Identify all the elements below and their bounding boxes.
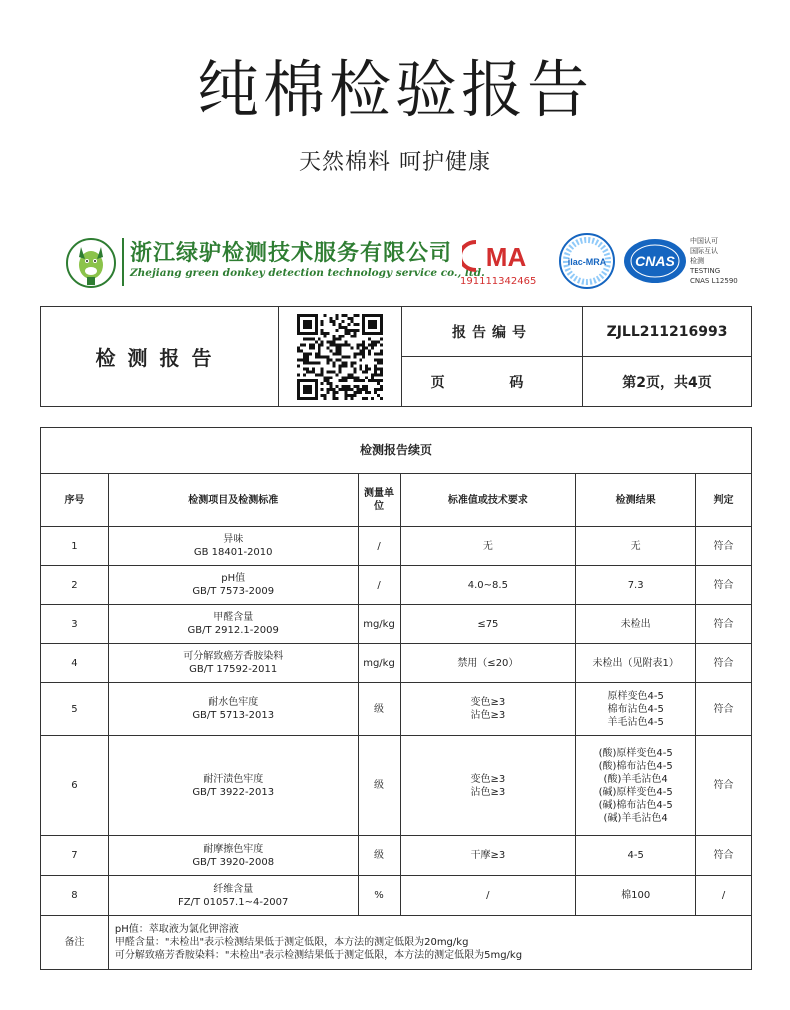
report-no-value: ZJLL211216993 bbox=[583, 307, 752, 357]
row-unit-line: mg/kg bbox=[363, 657, 395, 669]
row-verdict bbox=[696, 527, 752, 566]
page-value: 第2页，共4页 bbox=[583, 357, 752, 407]
col-header-no: 序号 bbox=[41, 474, 109, 527]
row-result bbox=[576, 683, 696, 736]
qr-code-icon bbox=[297, 314, 383, 400]
row-item bbox=[108, 683, 358, 736]
logo-row bbox=[50, 232, 750, 292]
row-verdict bbox=[696, 605, 752, 644]
row-verdict bbox=[696, 736, 752, 836]
row-verdict-line: 符合 bbox=[713, 780, 734, 791]
row-no bbox=[41, 736, 109, 836]
row-result-line: 无 bbox=[630, 540, 641, 552]
report-heading: 检测报告 bbox=[41, 307, 279, 407]
row-no-line: 7 bbox=[71, 850, 78, 861]
row-result-line: 未检出（见附表1） bbox=[592, 657, 679, 669]
row-item-line: 耐水色牢度 bbox=[208, 697, 259, 708]
row-no bbox=[41, 527, 109, 566]
row-result bbox=[576, 605, 696, 644]
report-header-table bbox=[40, 306, 752, 407]
row-verdict bbox=[696, 644, 752, 683]
row-verdict-line: 符合 bbox=[713, 579, 734, 591]
row-verdict bbox=[696, 683, 752, 736]
row-req bbox=[400, 683, 576, 736]
row-no-line: 3 bbox=[71, 618, 78, 630]
row-result-line: 未检出 bbox=[620, 618, 651, 630]
row-no-line: 8 bbox=[71, 890, 78, 901]
note-line: 甲醛含量："未检出"表示检测结果低于测定低限，本方法的测定低限为20mg/kg bbox=[114, 937, 469, 948]
row-item-line: FZ/T 01057.1~4-2007 bbox=[177, 896, 289, 908]
cma-logo-icon bbox=[462, 238, 538, 274]
row-verdict-line: 符合 bbox=[713, 618, 734, 630]
cma-text: MA bbox=[485, 242, 527, 272]
row-result-line: 棉100 bbox=[621, 890, 651, 901]
row-result-line: (酸)原样变色4-5 bbox=[598, 747, 673, 759]
col-header-unit: 测量单位 bbox=[358, 474, 400, 527]
row-item bbox=[108, 605, 358, 644]
row-no bbox=[41, 876, 109, 916]
table-row bbox=[41, 876, 752, 916]
row-verdict bbox=[696, 876, 752, 916]
donkey-logo-icon bbox=[65, 237, 117, 289]
company-name-en: Zhejiang green donkey detection technology service co., ltd. bbox=[130, 267, 485, 279]
row-verdict bbox=[696, 836, 752, 876]
row-item-line: 耐汗渍色牢度 bbox=[203, 773, 264, 785]
row-item-line: GB/T 3920-2008 bbox=[192, 856, 275, 868]
row-item-line: pH值 bbox=[221, 573, 246, 584]
row-result-line: 7.3 bbox=[627, 579, 644, 591]
row-req-line: ≤75 bbox=[477, 618, 499, 630]
row-unit bbox=[358, 736, 400, 836]
row-result bbox=[576, 527, 696, 566]
row-result-line: (酸)羊毛沾色4 bbox=[603, 773, 668, 785]
row-req-line: 变色≥3 bbox=[470, 773, 506, 785]
row-item bbox=[108, 736, 358, 836]
row-unit-line: 级 bbox=[374, 703, 384, 715]
row-item-line: GB/T 3922-2013 bbox=[192, 786, 275, 798]
row-item bbox=[108, 836, 358, 876]
table-row bbox=[41, 644, 752, 683]
row-result-line: (碱)原样变色4-5 bbox=[598, 786, 673, 798]
note-line: pH值：萃取液为氯化钾溶液 bbox=[114, 924, 239, 935]
row-verdict-line: / bbox=[721, 890, 726, 901]
row-result-line: (碱)棉布沾色4-5 bbox=[598, 799, 673, 811]
row-req bbox=[400, 527, 576, 566]
table-row bbox=[41, 527, 752, 566]
col-header-result: 检测结果 bbox=[576, 474, 696, 527]
cnas-side-text bbox=[690, 236, 750, 286]
row-req-line: 干摩≥3 bbox=[470, 850, 506, 861]
row-req bbox=[400, 644, 576, 683]
cnas-line: 检测 bbox=[690, 257, 704, 265]
row-verdict-line: 符合 bbox=[713, 850, 734, 861]
notes-cell bbox=[108, 916, 751, 970]
table-row bbox=[41, 836, 752, 876]
row-result-line: 原样变色4-5 bbox=[607, 690, 664, 702]
row-item-line: 异味 bbox=[223, 534, 244, 545]
report-no-label: 报告编号 bbox=[402, 307, 583, 357]
row-no bbox=[41, 836, 109, 876]
row-req bbox=[400, 566, 576, 605]
row-unit bbox=[358, 527, 400, 566]
row-req-line: 沾色≥3 bbox=[470, 786, 506, 798]
row-result-line: 羊毛沾色4-5 bbox=[607, 716, 664, 728]
row-verdict-line: 符合 bbox=[713, 540, 734, 552]
notes-label: 备注 bbox=[41, 916, 109, 970]
row-req-line: 变色≥3 bbox=[470, 697, 506, 708]
row-item bbox=[108, 876, 358, 916]
row-unit bbox=[358, 566, 400, 605]
row-unit-line: / bbox=[377, 540, 381, 552]
row-item-line: GB 18401-2010 bbox=[193, 547, 273, 558]
row-result-line: 4-5 bbox=[627, 850, 644, 861]
row-result-line: (酸)棉布沾色4-5 bbox=[598, 760, 673, 772]
row-no-line: 6 bbox=[71, 780, 78, 791]
row-item-line: 耐摩擦色牢度 bbox=[203, 843, 264, 855]
col-header-req: 标准值或技术要求 bbox=[400, 474, 576, 527]
table-row bbox=[41, 605, 752, 644]
row-unit bbox=[358, 644, 400, 683]
cma-number: 191111342465 bbox=[460, 276, 537, 287]
logo-divider bbox=[122, 238, 124, 286]
row-no-line: 2 bbox=[71, 579, 78, 591]
row-no bbox=[41, 605, 109, 644]
row-no-line: 1 bbox=[71, 540, 78, 552]
cnas-line: CNAS L12590 bbox=[690, 277, 738, 285]
row-req-line: 沾色≥3 bbox=[470, 710, 506, 721]
results-table bbox=[40, 427, 752, 970]
row-item-line: GB/T 2912.1-2009 bbox=[187, 625, 279, 636]
row-unit bbox=[358, 605, 400, 644]
note-line: 可分解致癌芳香胺染料："未检出"表示检测结果低于测定低限，本方法的测定低限为5mg/kg bbox=[114, 950, 523, 961]
row-req bbox=[400, 876, 576, 916]
row-item-line: 可分解致癌芳香胺染料 bbox=[183, 651, 284, 662]
row-unit-line: / bbox=[377, 579, 381, 591]
page-label: 页 码 bbox=[402, 357, 583, 407]
row-no bbox=[41, 644, 109, 683]
row-no-line: 5 bbox=[71, 703, 78, 715]
qr-cell bbox=[279, 307, 402, 407]
row-result bbox=[576, 736, 696, 836]
cnas-line: 中国认可 bbox=[690, 237, 718, 245]
row-item-line: 纤维含量 bbox=[213, 883, 254, 895]
row-item-line: 甲醛含量 bbox=[213, 612, 254, 623]
row-item bbox=[108, 566, 358, 605]
row-item-line: GB/T 17592-2011 bbox=[189, 664, 278, 675]
ilac-mra-logo-icon bbox=[558, 232, 616, 290]
page-title: 纯棉检验报告 bbox=[196, 53, 593, 126]
row-item-line: GB/T 7573-2009 bbox=[192, 586, 275, 597]
row-unit bbox=[358, 683, 400, 736]
company-name-cn: 浙江绿驴检测技术服务有限公司 bbox=[130, 241, 453, 266]
row-item bbox=[108, 644, 358, 683]
row-req bbox=[400, 836, 576, 876]
row-verdict bbox=[696, 566, 752, 605]
row-unit-line: 级 bbox=[374, 850, 384, 861]
row-no-line: 4 bbox=[71, 657, 78, 669]
row-unit-line: 级 bbox=[374, 780, 384, 791]
ilac-text: ilac-MRA bbox=[567, 257, 607, 267]
cnas-line: 国际互认 bbox=[690, 247, 718, 255]
table-row bbox=[41, 566, 752, 605]
row-req-line: 无 bbox=[482, 540, 493, 552]
table-row bbox=[41, 736, 752, 836]
row-result bbox=[576, 644, 696, 683]
cnas-line: TESTING bbox=[690, 267, 721, 275]
row-result-line: (碱)羊毛沾色4 bbox=[603, 812, 668, 824]
row-unit bbox=[358, 876, 400, 916]
row-no bbox=[41, 566, 109, 605]
col-header-item: 检测项目及检测标准 bbox=[108, 474, 358, 527]
col-header-verdict: 判定 bbox=[696, 474, 752, 527]
table-caption: 检测报告续页 bbox=[41, 428, 752, 474]
row-result-line: 棉布沾色4-5 bbox=[607, 703, 664, 715]
row-no bbox=[41, 683, 109, 736]
table-row bbox=[41, 683, 752, 736]
cnas-text: CNAS bbox=[635, 253, 675, 269]
row-verdict-line: 符合 bbox=[713, 657, 734, 669]
row-result bbox=[576, 836, 696, 876]
row-item bbox=[108, 527, 358, 566]
row-unit bbox=[358, 836, 400, 876]
row-req-line: 4.0~8.5 bbox=[467, 579, 508, 591]
row-req bbox=[400, 605, 576, 644]
cnas-logo-icon bbox=[622, 236, 688, 286]
row-result bbox=[576, 876, 696, 916]
row-req-line: 禁用（≤20） bbox=[457, 657, 519, 669]
row-verdict-line: 符合 bbox=[713, 703, 734, 715]
row-result bbox=[576, 566, 696, 605]
row-req-line: / bbox=[486, 890, 490, 901]
row-item-line: GB/T 5713-2013 bbox=[192, 710, 275, 721]
page-subtitle: 天然棉料 呵护健康 bbox=[299, 150, 491, 175]
row-unit-line: mg/kg bbox=[363, 618, 395, 630]
row-req bbox=[400, 736, 576, 836]
row-unit-line: % bbox=[374, 890, 384, 901]
